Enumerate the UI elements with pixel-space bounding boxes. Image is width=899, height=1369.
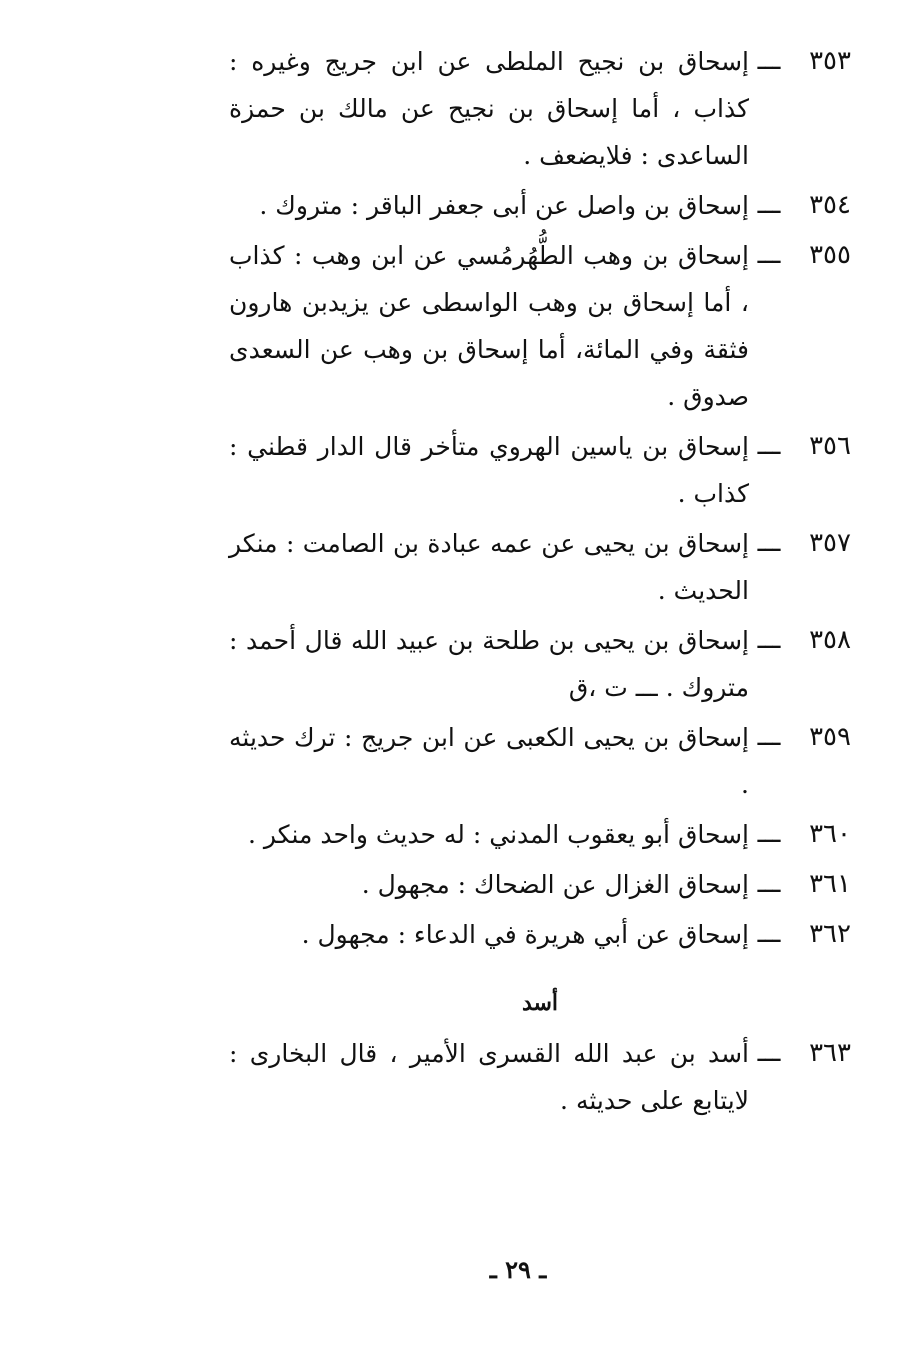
entry-number: ٣٦٠ xyxy=(809,819,851,849)
entry-text: إسحاق بن يحيى عن عمه عبادة بن الصامت : منكر الحديث . xyxy=(229,529,749,605)
entry-text: إسحاق أبو يعقوب المدني : له حديث واحد منكر . xyxy=(247,820,749,849)
entry-number: ٣٥٧ xyxy=(809,528,851,558)
entry-357 xyxy=(221,520,851,614)
entry-dash: ـــ xyxy=(757,190,781,220)
entry-text: إسحاق بن وهب الطُّهُرمُسي عن ابن وهب : كذاب ، أما إسحاق بن وهب الواسطى عن يزيدبن هارون فثقة وفي المائة، أما إسحاق بن وهب عن السعدى صدوق . xyxy=(229,241,749,411)
entry-358 xyxy=(221,617,851,711)
entry-text: إسحاق الغزال عن الضحاك : مجهول . xyxy=(361,870,749,899)
entry-dash: ـــ xyxy=(757,240,781,270)
entry-dash: ـــ xyxy=(757,722,781,752)
entry-list xyxy=(221,38,851,961)
entry-number: ٣٥٩ xyxy=(809,722,851,752)
entry-dash: ـــ xyxy=(757,1038,781,1068)
entry-text: إسحاق بن يحيى بن طلحة بن عبيد الله قال أحمد : متروك . ـــ ت ،ق xyxy=(229,626,749,702)
entry-dash: ـــ xyxy=(757,46,781,76)
entry-number: ٣٥٨ xyxy=(809,625,851,655)
entry-text: أسد بن عبد الله القسرى الأمير ، قال البخارى : لايتابع على حديثه . xyxy=(229,1039,749,1115)
entry-363 xyxy=(221,1030,851,1124)
entry-361 xyxy=(221,861,851,908)
entry-number: ٣٦١ xyxy=(809,869,851,899)
entry-number: ٣٦٢ xyxy=(809,919,851,949)
section-heading: أسد xyxy=(521,990,559,1016)
page-number: ـ ٢٩ ـ xyxy=(489,1255,547,1284)
entry-dash: ـــ xyxy=(757,919,781,949)
entry-dash: ـــ xyxy=(757,819,781,849)
entry-number: ٣٥٥ xyxy=(809,240,851,270)
entry-356 xyxy=(221,423,851,517)
entry-number: ٣٥٣ xyxy=(809,46,851,76)
entry-dash: ـــ xyxy=(757,625,781,655)
entry-text: إسحاق بن يحيى الكعبى عن ابن جريج : ترك حديثه . xyxy=(229,723,749,799)
entry-number: ٣٥٤ xyxy=(809,190,851,220)
entry-362 xyxy=(221,911,851,958)
entry-text: إسحاق بن واصل عن أبى جعفر الباقر : متروك . xyxy=(259,191,749,220)
entry-dash: ـــ xyxy=(757,431,781,461)
entry-355 xyxy=(221,232,851,420)
entry-number: ٣٦٣ xyxy=(809,1038,851,1068)
entry-dash: ـــ xyxy=(757,528,781,558)
entry-text: إسحاق بن نجيح الملطى عن ابن جريج وغيره : كذاب ، أما إسحاق بن نجيح عن مالك بن حمزة الساعدى : فلايضعف . xyxy=(229,47,749,170)
entry-360 xyxy=(221,811,851,858)
entry-number: ٣٥٦ xyxy=(809,431,851,461)
entry-354 xyxy=(221,182,851,229)
entry-dash: ـــ xyxy=(757,869,781,899)
entry-text: إسحاق بن ياسين الهروي متأخر قال الدار قطني : كذاب . xyxy=(229,432,749,508)
entry-text: إسحاق عن أبي هريرة في الدعاء : مجهول . xyxy=(301,920,749,949)
entry-359 xyxy=(221,714,851,808)
entry-353 xyxy=(221,38,851,179)
